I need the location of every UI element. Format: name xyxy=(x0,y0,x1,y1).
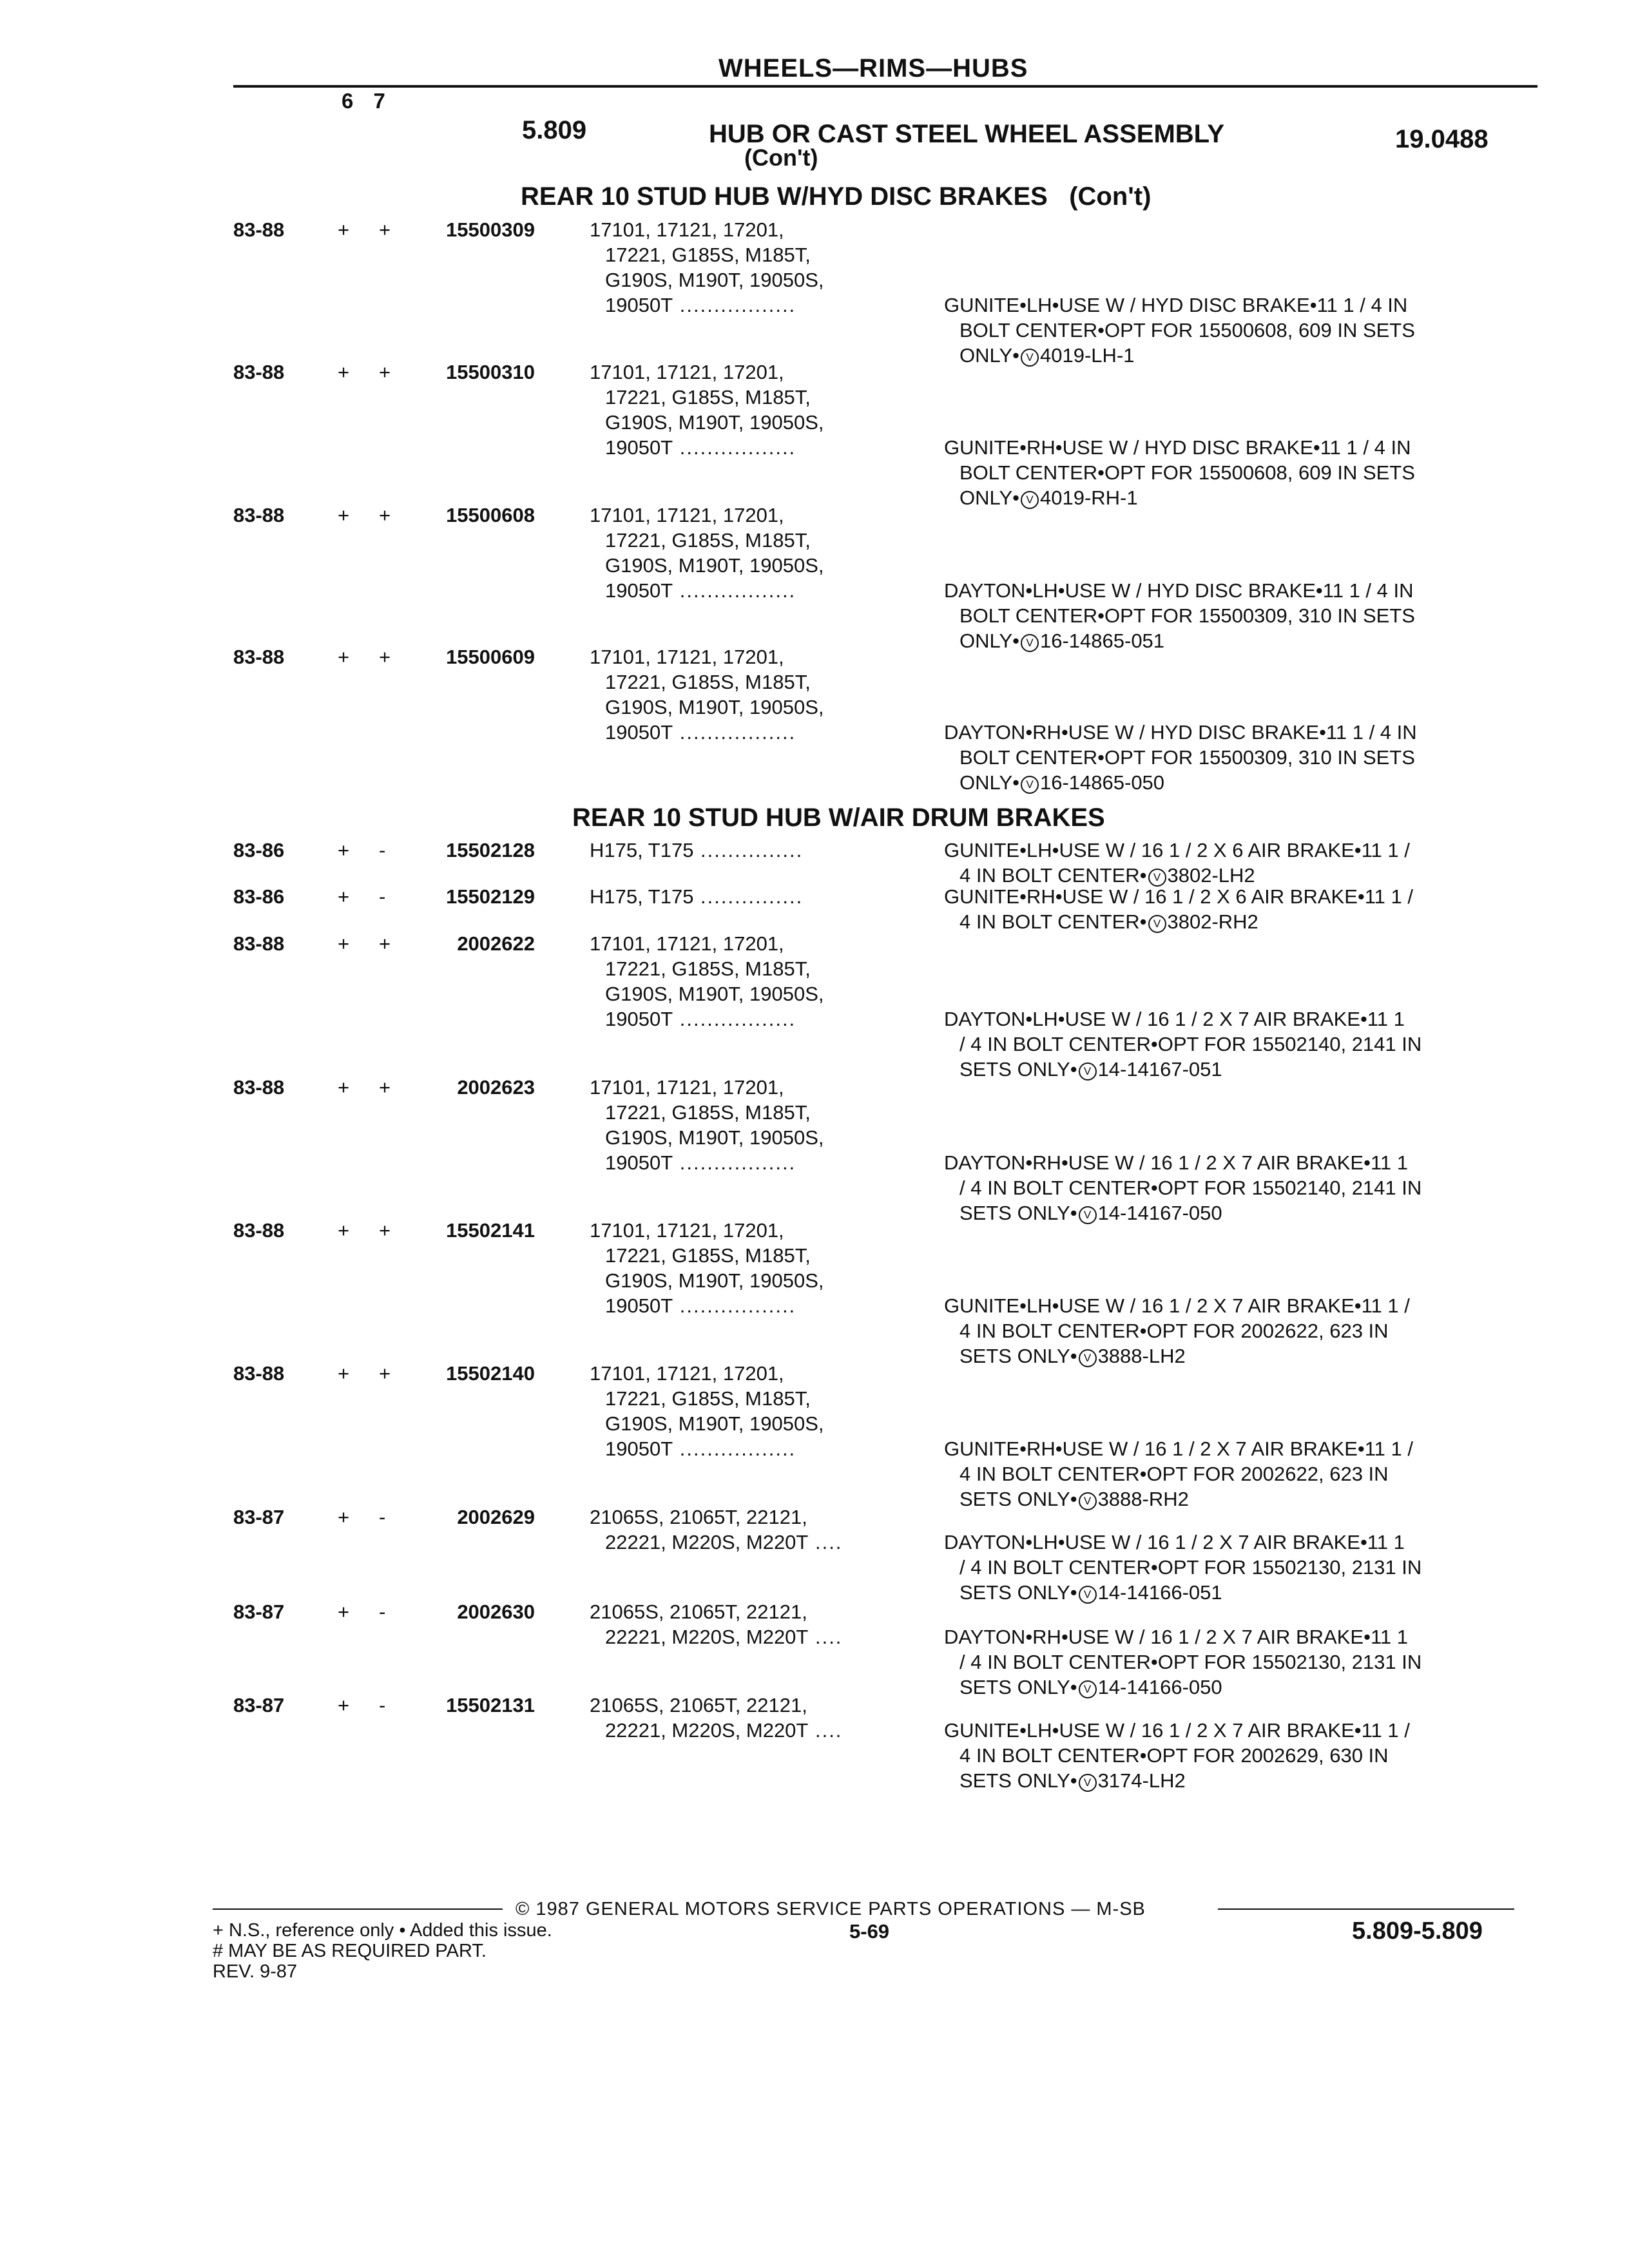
leader-dots: ................. xyxy=(673,1008,796,1030)
description-line: BOLT CENTER•OPT FOR 15500608, 609 IN SETS xyxy=(959,319,1415,341)
model-years: 83-86 xyxy=(233,885,285,908)
legend-line: # MAY BE AS REQUIRED PART. xyxy=(213,1941,487,1961)
description-line: SETS ONLY• V 14-14166-050 xyxy=(959,1676,1222,1698)
service-flag: + xyxy=(338,885,350,908)
added-flag: - xyxy=(379,1600,386,1623)
service-flag: + xyxy=(338,839,350,861)
model-line: G190S, M190T, 19050S, xyxy=(605,554,824,577)
model-list xyxy=(590,1693,842,1743)
added-flag: - xyxy=(379,1694,386,1716)
added-flag: - xyxy=(379,885,386,908)
model-line: 17101, 17121, 17201, xyxy=(590,932,784,955)
service-flag: + xyxy=(338,1694,350,1716)
vendor-circle-icon: V xyxy=(1148,869,1166,887)
model-years: 83-88 xyxy=(233,218,285,241)
service-flag: + xyxy=(338,1219,350,1242)
vendor-circle-icon: V xyxy=(1079,1206,1097,1224)
model-line: 19050T ................. xyxy=(605,1151,796,1174)
part-number: 15502141 xyxy=(446,1219,535,1242)
model-list xyxy=(590,884,803,909)
part-number: 2002629 xyxy=(457,1506,535,1528)
added-flag: + xyxy=(379,1076,391,1099)
model-list xyxy=(590,360,824,460)
service-flag: + xyxy=(338,646,350,668)
added-flag: - xyxy=(379,1506,386,1528)
model-line: 19050T ................. xyxy=(605,1437,796,1460)
model-line: 17221, G185S, M185T, xyxy=(605,671,811,693)
model-line: 17221, G185S, M185T, xyxy=(605,1101,811,1124)
model-years: 83-87 xyxy=(233,1506,285,1528)
leader-dots: .... xyxy=(808,1719,843,1742)
model-line: G190S, M190T, 19050S, xyxy=(605,1269,824,1292)
model-line: 17221, G185S, M185T, xyxy=(605,386,811,408)
vendor-circle-icon: V xyxy=(1021,776,1039,794)
vendor-circle-icon: V xyxy=(1021,349,1039,367)
model-line: G190S, M190T, 19050S, xyxy=(605,1412,824,1435)
leader-dots: ............... xyxy=(693,885,804,908)
model-line: H175, T175 ............... xyxy=(590,839,804,861)
description-line: GUNITE•RH•USE W / HYD DISC BRAKE•11 1 / 4 IN xyxy=(944,436,1411,459)
vendor-part-code: 3888-LH2 xyxy=(1097,1345,1186,1367)
revision-line: REV. 9-87 xyxy=(213,1961,298,1982)
vendor-part-code: 14-14166-051 xyxy=(1097,1581,1222,1604)
model-line: 17101, 17121, 17201, xyxy=(590,1362,784,1385)
description-line: / 4 IN BOLT CENTER•OPT FOR 15502140, 2141 IN xyxy=(959,1033,1422,1055)
model-line: 17221, G185S, M185T, xyxy=(605,529,811,552)
added-flag: + xyxy=(379,361,391,383)
added-flag: + xyxy=(379,932,391,955)
part-number: 2002622 xyxy=(457,932,535,955)
model-line: 21065S, 21065T, 22121, xyxy=(590,1694,807,1716)
part-number: 15502128 xyxy=(446,839,535,861)
model-line: 19050T ................. xyxy=(605,1008,796,1030)
leader-dots: ................. xyxy=(673,1151,796,1174)
description-line: SETS ONLY• V 3888-LH2 xyxy=(959,1345,1186,1367)
description-line: DAYTON•LH•USE W / HYD DISC BRAKE•11 1 / 4 IN xyxy=(944,579,1414,602)
model-list xyxy=(590,931,824,1032)
description-line: ONLY• V 16-14865-050 xyxy=(959,771,1165,794)
vendor-part-code: 16-14865-051 xyxy=(1039,629,1165,652)
description-line: DAYTON•LH•USE W / 16 1 / 2 X 7 AIR BRAKE•11 1 xyxy=(944,1008,1405,1030)
model-line: 19050T ................. xyxy=(605,436,796,459)
leader-dots: ................. xyxy=(673,294,796,316)
model-list xyxy=(590,1599,842,1649)
description xyxy=(944,838,1410,888)
vendor-circle-icon: V xyxy=(1021,491,1039,509)
vendor-circle-icon: V xyxy=(1079,1680,1097,1698)
added-flag: + xyxy=(379,504,391,526)
section-title: HUB OR CAST STEEL WHEEL ASSEMBLY xyxy=(709,120,1225,148)
description-line: ONLY• V 4019-RH-1 xyxy=(959,486,1138,509)
description xyxy=(944,435,1415,510)
model-years: 83-88 xyxy=(233,646,285,668)
vendor-part-code: 14-14167-050 xyxy=(1097,1202,1222,1224)
added-flag: + xyxy=(379,646,391,668)
description-line: GUNITE•RH•USE W / 16 1 / 2 X 6 AIR BRAKE•11 1 / xyxy=(944,885,1414,908)
vendor-part-code: 14-14167-051 xyxy=(1097,1058,1222,1081)
description xyxy=(944,1150,1422,1225)
part-number: 2002623 xyxy=(457,1076,535,1099)
vendor-part-code: 16-14865-050 xyxy=(1039,771,1165,794)
leader-dots: .... xyxy=(808,1531,843,1553)
service-flag: + xyxy=(338,218,350,241)
section-range: 5.809-5.809 xyxy=(1352,1917,1483,1945)
running-head: WHEELS—RIMS—HUBS xyxy=(718,54,1028,82)
part-number: 15500608 xyxy=(446,504,535,526)
service-flag: + xyxy=(338,1600,350,1623)
model-line: 19050T ................. xyxy=(605,579,796,602)
description-line: BOLT CENTER•OPT FOR 15500309, 310 IN SETS xyxy=(959,746,1415,769)
part-number: 15502140 xyxy=(446,1362,535,1385)
model-line: 22221, M220S, M220T .... xyxy=(605,1719,843,1742)
service-flag: + xyxy=(338,1506,350,1528)
description-line: GUNITE•LH•USE W / 16 1 / 2 X 6 AIR BRAKE•11 1 / xyxy=(944,839,1410,861)
model-line: G190S, M190T, 19050S, xyxy=(605,696,824,718)
service-flag: + xyxy=(338,1362,350,1385)
description-line: DAYTON•RH•USE W / HYD DISC BRAKE•11 1 / 4 IN xyxy=(944,721,1417,744)
description-line: SETS ONLY• V 14-14167-051 xyxy=(959,1058,1222,1081)
added-flag: + xyxy=(379,218,391,241)
description xyxy=(944,884,1413,934)
model-line: 17101, 17121, 17201, xyxy=(590,361,784,383)
description-line: / 4 IN BOLT CENTER•OPT FOR 15502140, 2141 IN xyxy=(959,1177,1422,1199)
description xyxy=(944,1006,1422,1082)
section-continued: (Con't) xyxy=(744,144,818,171)
vendor-part-code: 3174-LH2 xyxy=(1097,1769,1186,1792)
service-flag: + xyxy=(338,504,350,526)
model-line: 17221, G185S, M185T, xyxy=(605,244,811,266)
description xyxy=(944,1624,1422,1700)
description-line: / 4 IN BOLT CENTER•OPT FOR 15502130, 2131 IN xyxy=(959,1651,1422,1673)
section-code: 19.0488 xyxy=(1395,125,1489,153)
part-number: 15500609 xyxy=(446,646,535,668)
vendor-circle-icon: V xyxy=(1079,1586,1097,1604)
header-rule xyxy=(233,85,1537,88)
description-line: GUNITE•LH•USE W / HYD DISC BRAKE•11 1 / 4 IN xyxy=(944,294,1408,316)
model-line: G190S, M190T, 19050S, xyxy=(605,1126,824,1149)
vendor-part-code: 3802-LH2 xyxy=(1167,864,1255,887)
description-line: BOLT CENTER•OPT FOR 15500608, 609 IN SETS xyxy=(959,461,1415,484)
description-line: SETS ONLY• V 3174-LH2 xyxy=(959,1769,1186,1792)
group-heading: REAR 10 STUD HUB W/AIR DRUM BRAKES xyxy=(572,803,1105,832)
description-line: GUNITE•LH•USE W / 16 1 / 2 X 7 AIR BRAKE•11 1 / xyxy=(944,1294,1410,1317)
vendor-part-code: 3888-RH2 xyxy=(1097,1488,1189,1510)
model-line: 17101, 17121, 17201, xyxy=(590,1076,784,1099)
model-line: 19050T ................. xyxy=(605,721,796,744)
description xyxy=(944,1530,1422,1605)
description-line: 4 IN BOLT CENTER•OPT FOR 2002622, 623 IN xyxy=(959,1320,1389,1342)
description-line: DAYTON•RH•USE W / 16 1 / 2 X 7 AIR BRAKE•11 1 xyxy=(944,1626,1408,1648)
description-line: GUNITE•RH•USE W / 16 1 / 2 X 7 AIR BRAKE•11 1 / xyxy=(944,1437,1414,1460)
model-years: 83-88 xyxy=(233,361,285,383)
model-line: 21065S, 21065T, 22121, xyxy=(590,1506,807,1528)
description-line: SETS ONLY• V 14-14166-051 xyxy=(959,1581,1222,1604)
vendor-circle-icon: V xyxy=(1079,1062,1097,1081)
added-flag: - xyxy=(379,839,386,861)
model-years: 83-86 xyxy=(233,839,285,861)
model-years: 83-88 xyxy=(233,1076,285,1099)
model-line: G190S, M190T, 19050S, xyxy=(605,411,824,434)
legend-line: + N.S., reference only • Added this issue. xyxy=(213,1920,552,1941)
leader-dots: ................. xyxy=(673,579,796,602)
description-line: DAYTON•LH•USE W / 16 1 / 2 X 7 AIR BRAKE•11 1 xyxy=(944,1531,1405,1553)
part-number: 15502129 xyxy=(446,885,535,908)
description xyxy=(944,720,1417,795)
model-years: 83-88 xyxy=(233,932,285,955)
footer-rule-right xyxy=(1218,1908,1514,1910)
model-list xyxy=(590,1075,824,1175)
description-line: 4 IN BOLT CENTER• V 3802-LH2 xyxy=(959,864,1255,887)
vendor-part-code: 4019-RH-1 xyxy=(1039,486,1138,509)
model-line: G190S, M190T, 19050S, xyxy=(605,269,824,291)
part-number: 2002630 xyxy=(457,1600,535,1623)
model-line: 17221, G185S, M185T, xyxy=(605,1244,811,1267)
model-line: 22221, M220S, M220T .... xyxy=(605,1531,843,1553)
description xyxy=(944,293,1415,368)
model-list xyxy=(590,838,803,863)
vendor-circle-icon: V xyxy=(1148,915,1166,933)
model-line: 21065S, 21065T, 22121, xyxy=(590,1600,807,1623)
part-number: 15502131 xyxy=(446,1694,535,1716)
description xyxy=(944,1718,1410,1793)
vendor-part-code: 3802-RH2 xyxy=(1167,910,1258,933)
model-list xyxy=(590,1504,842,1555)
leader-dots: ................. xyxy=(673,1294,796,1317)
model-list xyxy=(590,503,824,603)
leader-dots: .... xyxy=(808,1626,843,1648)
leader-dots: ................. xyxy=(673,436,796,459)
description xyxy=(944,1293,1410,1369)
vendor-circle-icon: V xyxy=(1079,1492,1097,1510)
description-line: GUNITE•LH•USE W / 16 1 / 2 X 7 AIR BRAKE•11 1 / xyxy=(944,1719,1410,1742)
description-line: BOLT CENTER•OPT FOR 15500309, 310 IN SETS xyxy=(959,604,1415,627)
model-line: 17101, 17121, 17201, xyxy=(590,646,784,668)
description-line: SETS ONLY• V 3888-RH2 xyxy=(959,1488,1189,1510)
service-flag: + xyxy=(338,361,350,383)
vendor-circle-icon: V xyxy=(1021,634,1039,652)
description-line: 4 IN BOLT CENTER•OPT FOR 2002622, 623 IN xyxy=(959,1463,1389,1485)
copyright-line: © 1987 GENERAL MOTORS SERVICE PARTS OPERATIONS — M-SB xyxy=(516,1899,1146,1919)
model-years: 83-88 xyxy=(233,504,285,526)
description xyxy=(944,578,1415,653)
vendor-circle-icon: V xyxy=(1079,1774,1097,1792)
column-numbers: 6 7 xyxy=(342,89,385,113)
part-number: 15500309 xyxy=(446,218,535,241)
page-number: 5-69 xyxy=(849,1920,890,1943)
model-list xyxy=(590,1361,824,1461)
model-line: 22221, M220S, M220T .... xyxy=(605,1626,843,1648)
description-line: ONLY• V 4019-LH-1 xyxy=(959,344,1135,367)
service-flag: + xyxy=(338,1076,350,1099)
part-number: 15500310 xyxy=(446,361,535,383)
model-line: 17101, 17121, 17201, xyxy=(590,218,784,241)
model-line: 17101, 17121, 17201, xyxy=(590,504,784,526)
model-line: 17101, 17121, 17201, xyxy=(590,1219,784,1242)
model-years: 83-88 xyxy=(233,1219,285,1242)
section-number: 5.809 xyxy=(522,116,587,144)
model-line: 19050T ................. xyxy=(605,294,796,316)
description-line: / 4 IN BOLT CENTER•OPT FOR 15502130, 2131 IN xyxy=(959,1556,1422,1579)
vendor-part-code: 4019-LH-1 xyxy=(1039,344,1135,367)
added-flag: + xyxy=(379,1219,391,1242)
vendor-circle-icon: V xyxy=(1079,1349,1097,1367)
vendor-part-code: 14-14166-050 xyxy=(1097,1676,1222,1698)
description-line: ONLY• V 16-14865-051 xyxy=(959,629,1165,652)
model-years: 83-87 xyxy=(233,1600,285,1623)
model-years: 83-87 xyxy=(233,1694,285,1716)
footer-rule-left xyxy=(213,1908,503,1910)
model-list xyxy=(590,644,824,745)
description-line: 4 IN BOLT CENTER• V 3802-RH2 xyxy=(959,910,1258,933)
model-list xyxy=(590,1218,824,1318)
leader-dots: ................. xyxy=(673,721,796,744)
model-list xyxy=(590,217,824,318)
model-line: 17221, G185S, M185T, xyxy=(605,1387,811,1410)
description-line: 4 IN BOLT CENTER•OPT FOR 2002629, 630 IN xyxy=(959,1744,1389,1767)
description xyxy=(944,1436,1413,1512)
model-years: 83-88 xyxy=(233,1362,285,1385)
service-flag: + xyxy=(338,932,350,955)
model-line: G190S, M190T, 19050S, xyxy=(605,983,824,1005)
leader-dots: ................. xyxy=(673,1437,796,1460)
group-heading: REAR 10 STUD HUB W/HYD DISC BRAKES (Con't) xyxy=(521,182,1152,211)
description-line: DAYTON•RH•USE W / 16 1 / 2 X 7 AIR BRAKE•11 1 xyxy=(944,1151,1408,1174)
model-line: 19050T ................. xyxy=(605,1294,796,1317)
model-line: H175, T175 ............... xyxy=(590,885,804,908)
added-flag: + xyxy=(379,1362,391,1385)
model-line: 17221, G185S, M185T, xyxy=(605,957,811,980)
description-line: SETS ONLY• V 14-14167-050 xyxy=(959,1202,1222,1224)
leader-dots: ............... xyxy=(693,839,804,861)
